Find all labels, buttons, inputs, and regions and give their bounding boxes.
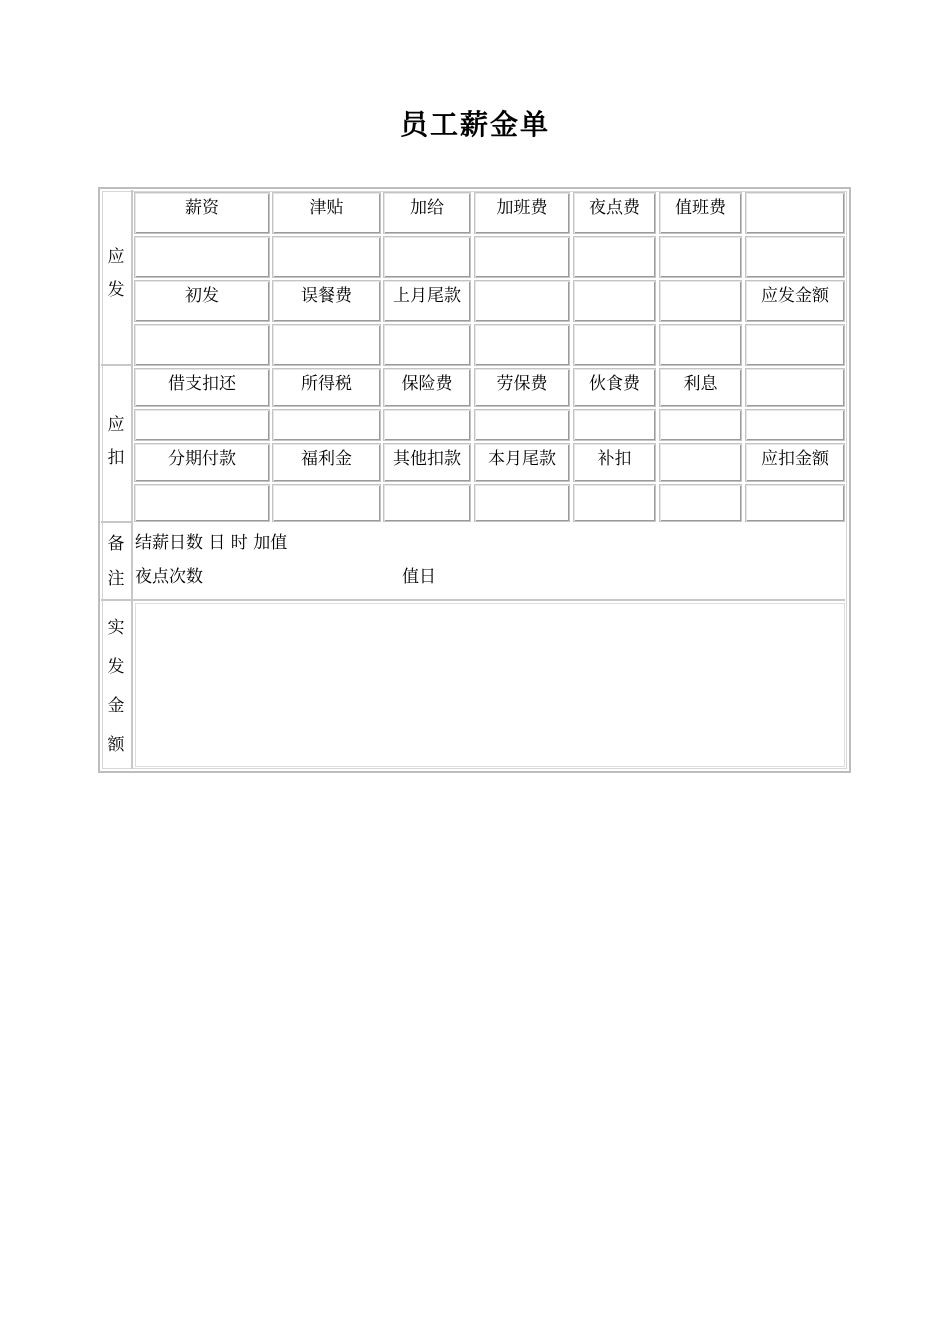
remarks-line-2-right: 值日	[402, 567, 436, 587]
net-pay-label-char-4: 额	[107, 735, 125, 755]
net-pay-label-char-1: 实	[107, 618, 125, 638]
field-label-cell-deductions-header-row-2-col-2: 福利金	[272, 443, 381, 482]
field-value-cell-earnings-value-row-2-col-6[interactable]	[659, 324, 742, 366]
field-label-cell-deductions-header-row-2-col-5: 补扣	[573, 443, 656, 482]
field-label-cell-deductions-header-row-1-col-5: 伙食费	[573, 368, 656, 407]
field-value-cell-earnings-value-row-2-col-7[interactable]	[745, 324, 845, 366]
field-value-cell-earnings-value-row-1-col-3[interactable]	[383, 236, 471, 278]
earnings-label-char-2: 发	[107, 280, 125, 300]
field-value-cell-deductions-value-row-2-col-6[interactable]	[659, 484, 742, 522]
field-value-cell-deductions-value-row-1-col-1[interactable]	[134, 409, 270, 441]
remarks-label-char-2: 注	[107, 569, 125, 589]
field-value-cell-deductions-value-row-1-col-2[interactable]	[272, 409, 381, 441]
field-label-cell-deductions-header-row-1-col-1: 借支扣还	[134, 368, 270, 407]
field-label-cell-deductions-header-row-2-col-7: 应扣金额	[745, 443, 845, 482]
net-pay-area[interactable]	[135, 603, 845, 767]
remarks-divider	[133, 599, 845, 601]
field-value-cell-earnings-value-row-2-col-1[interactable]	[134, 324, 270, 366]
field-value-cell-deductions-value-row-1-col-7[interactable]	[745, 409, 845, 441]
field-label-cell-deductions-header-row-1-col-4: 劳保费	[474, 368, 570, 407]
remarks-label-char-1: 备	[107, 534, 125, 554]
field-label-cell-deductions-header-row-1-col-7	[745, 368, 845, 407]
field-label-cell-deductions-header-row-1-col-3: 保险费	[383, 368, 471, 407]
field-value-cell-deductions-value-row-2-col-7[interactable]	[745, 484, 845, 522]
field-value-cell-earnings-value-row-2-col-5[interactable]	[573, 324, 656, 366]
field-value-cell-earnings-value-row-2-col-4[interactable]	[474, 324, 570, 366]
deductions-section-label	[101, 366, 133, 523]
field-label-cell-earnings-header-row-1-col-7	[745, 192, 845, 234]
field-value-cell-deductions-value-row-2-col-1[interactable]	[134, 484, 270, 522]
field-label-cell-deductions-header-row-2-col-3: 其他扣款	[383, 443, 471, 482]
field-label-cell-earnings-header-row-2-col-4	[474, 280, 570, 322]
field-value-cell-deductions-value-row-1-col-3[interactable]	[383, 409, 471, 441]
field-value-cell-deductions-value-row-1-col-6[interactable]	[659, 409, 742, 441]
field-label-cell-earnings-header-row-2-col-5	[573, 280, 656, 322]
field-value-cell-deductions-value-row-2-col-4[interactable]	[474, 484, 570, 522]
field-label-cell-earnings-header-row-1-col-6: 值班费	[659, 192, 742, 234]
field-label-cell-earnings-header-row-1-col-2: 津贴	[272, 192, 381, 234]
deductions-label-char-2: 扣	[107, 448, 125, 468]
net-pay-label-char-2: 发	[107, 657, 125, 677]
earnings-label-char-1: 应	[107, 247, 125, 267]
field-value-cell-deductions-value-row-2-col-5[interactable]	[573, 484, 656, 522]
field-label-cell-earnings-header-row-2-col-3: 上月尾款	[383, 280, 471, 322]
field-label-cell-deductions-header-row-1-col-6: 利息	[659, 368, 742, 407]
earnings-section-label	[101, 190, 133, 366]
field-value-cell-earnings-value-row-1-col-5[interactable]	[573, 236, 656, 278]
field-value-cell-earnings-value-row-2-col-3[interactable]	[383, 324, 471, 366]
deductions-label-char-1: 应	[107, 415, 125, 435]
field-value-cell-deductions-value-row-2-col-2[interactable]	[272, 484, 381, 522]
field-label-cell-earnings-header-row-2-col-7: 应发金额	[745, 280, 845, 322]
field-value-cell-earnings-value-row-1-col-6[interactable]	[659, 236, 742, 278]
field-value-cell-earnings-value-row-1-col-2[interactable]	[272, 236, 381, 278]
field-value-cell-earnings-value-row-1-col-1[interactable]	[134, 236, 270, 278]
remarks-line-1: 结薪日数 日 时 加值	[135, 533, 288, 553]
field-label-cell-earnings-header-row-1-col-4: 加班费	[474, 192, 570, 234]
field-label-cell-earnings-header-row-1-col-5: 夜点费	[573, 192, 656, 234]
field-value-cell-deductions-value-row-2-col-3[interactable]	[383, 484, 471, 522]
field-value-cell-earnings-value-row-2-col-2[interactable]	[272, 324, 381, 366]
field-label-cell-earnings-header-row-1-col-3: 加给	[383, 192, 471, 234]
field-label-cell-deductions-header-row-2-col-4: 本月尾款	[474, 443, 570, 482]
field-label-cell-earnings-header-row-2-col-6	[659, 280, 742, 322]
field-label-cell-earnings-header-row-2-col-2: 误餐费	[272, 280, 381, 322]
net-pay-label-char-3: 金	[107, 696, 125, 716]
remarks-section-label	[101, 523, 133, 601]
net-pay-section-label	[101, 601, 133, 769]
field-label-cell-deductions-header-row-2-col-6	[659, 443, 742, 482]
page-title: 员工薪金单	[399, 108, 550, 141]
field-value-cell-earnings-value-row-1-col-4[interactable]	[474, 236, 570, 278]
field-value-cell-deductions-value-row-1-col-4[interactable]	[474, 409, 570, 441]
field-value-cell-earnings-value-row-1-col-7[interactable]	[745, 236, 845, 278]
field-label-cell-earnings-header-row-1-col-1: 薪资	[134, 192, 270, 234]
field-label-cell-earnings-header-row-2-col-1: 初发	[134, 280, 270, 322]
field-value-cell-deductions-value-row-1-col-5[interactable]	[573, 409, 656, 441]
field-label-cell-deductions-header-row-2-col-1: 分期付款	[134, 443, 270, 482]
field-label-cell-deductions-header-row-1-col-2: 所得税	[272, 368, 381, 407]
remarks-line-2: 夜点次数	[135, 567, 203, 587]
